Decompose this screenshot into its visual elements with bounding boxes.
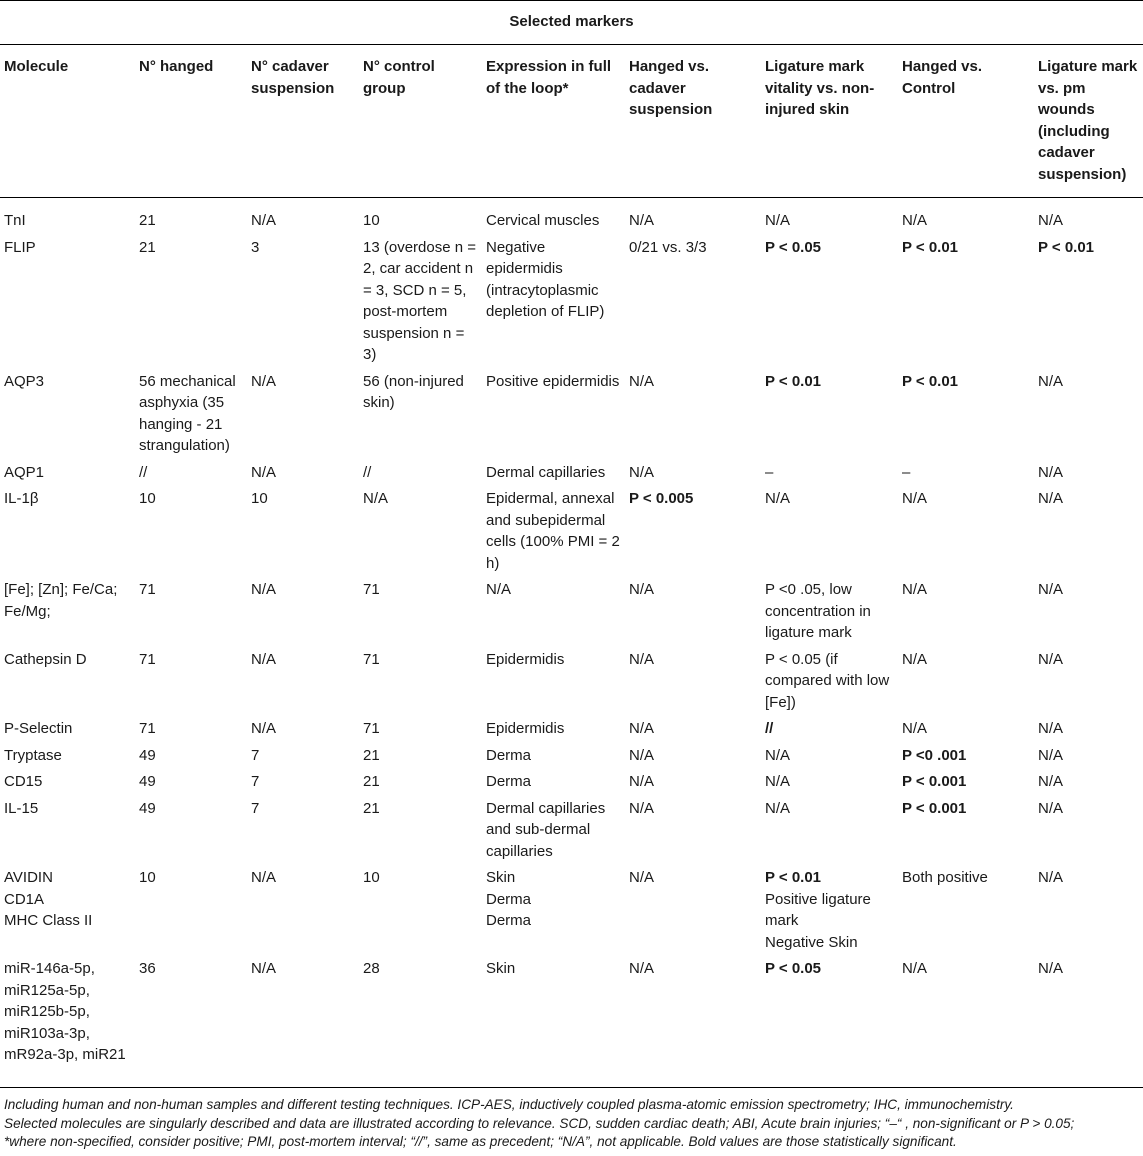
cell-hanged-vs-cadaver: N/A	[629, 746, 655, 764]
cell-ligature-vs-pm: N/A	[1038, 463, 1064, 481]
table-row	[0, 649, 1143, 719]
cell-expression: Dermal capillaries	[486, 463, 606, 481]
table-footnotes	[4, 1096, 1139, 1152]
cell-molecule: [Fe]; [Zn]; Fe/Ca; Fe/Mg;	[4, 581, 118, 620]
table-row	[0, 371, 1143, 462]
cell-hanged-vs-control: P < 0.001	[902, 799, 967, 817]
cell-cadaver: N/A	[251, 650, 277, 668]
cell-molecule: CD15	[4, 773, 43, 790]
cell-ligature-vs-skin: N/A	[765, 773, 791, 790]
cell-ligature-vs-pm: N/A	[1038, 773, 1064, 790]
cell-control: 13 (overdose n = 2, car accident n = 3, SCD n = 5, post-mortem suspension n = 3)	[363, 238, 476, 363]
cell-expression: Skin	[486, 960, 516, 977]
cell-ligature-vs-skin: N/A	[765, 799, 791, 817]
cell-expression: Derma	[486, 773, 532, 790]
cell-hanged-vs-control: N/A	[902, 720, 928, 737]
cell-ligature-vs-pm: N/A	[1038, 650, 1064, 668]
molecule-line: AVIDIN	[4, 869, 53, 886]
cell-hanged: 71	[139, 650, 156, 668]
table-bottom-rule	[0, 1087, 1143, 1088]
cell-hanged-vs-cadaver: N/A	[629, 869, 655, 886]
cell-ligature-vs-pm: N/A	[1038, 490, 1064, 507]
cell-hanged: 36	[139, 960, 156, 977]
cell-hanged-vs-control: Both positive	[902, 869, 988, 886]
cell-hanged-vs-cadaver: P < 0.005	[629, 490, 694, 507]
cell-ligature-vs-pm: N/A	[1038, 746, 1064, 764]
ligature-line: Positive ligature mark	[765, 890, 871, 929]
cell-hanged: 21	[139, 238, 156, 256]
header-ligature-vs-skin: Ligature mark vitality vs. non-injured skin	[765, 58, 875, 118]
cell-ligature-vs-skin: P < 0.05	[765, 238, 822, 256]
cell-ligature-vs-pm: P < 0.01	[1038, 238, 1095, 256]
cell-hanged-vs-control: P < 0.001	[902, 773, 967, 790]
cell-hanged-vs-cadaver: 0/21 vs. 3/3	[629, 238, 707, 256]
cell-control: 10	[363, 869, 380, 886]
cell-hanged: //	[139, 463, 148, 481]
cell-expression: Positive epidermidis	[486, 372, 620, 390]
header-n-cadaver: N° cadaver suspension	[251, 58, 335, 97]
cell-cadaver: 3	[251, 238, 260, 256]
cell-hanged: 10	[139, 869, 156, 886]
cell-cadaver: 7	[251, 773, 260, 790]
cell-cadaver: N/A	[251, 581, 277, 598]
cell-hanged: 10	[139, 490, 156, 507]
cell-molecule: IL-15	[4, 799, 39, 817]
footnote-line: Selected molecules are singularly described and data are illustrated according to relevance. SCD, sudden cardiac death; ABI, Acute brain injuries; “–“ , non-significant or P > 0.05;	[4, 1115, 1075, 1131]
cell-molecule: AQP3	[4, 372, 45, 390]
table-row	[0, 867, 1143, 958]
cell-ligature-vs-skin: P < 0.01	[765, 372, 822, 390]
cell-expression: Epidermidis	[486, 720, 565, 737]
cell-ligature-vs-skin: –	[765, 463, 774, 481]
cell-ligature-vs-skin: P <0 .05, low concentration in ligature mark	[765, 581, 871, 641]
table-row	[0, 237, 1143, 371]
header-ligature-vs-pm: Ligature mark vs. pm wounds (including cadaver suspension)	[1038, 58, 1138, 183]
cell-hanged-vs-control: N/A	[902, 581, 928, 598]
table-row	[0, 579, 1143, 649]
cell-hanged-vs-control: P < 0.01	[902, 238, 959, 256]
molecule-line: CD1A	[4, 890, 45, 908]
cell-molecule: Cathepsin D	[4, 650, 87, 668]
table-caption: Selected markers	[509, 13, 634, 30]
header-hanged-vs-control: Hanged vs. Control	[902, 58, 983, 97]
cell-hanged-vs-cadaver: N/A	[629, 960, 655, 977]
cell-hanged-vs-cadaver: N/A	[629, 720, 655, 737]
cell-ligature-vs-pm: N/A	[1038, 372, 1064, 390]
header-n-hanged: N° hanged	[139, 58, 214, 75]
cell-molecule: FLIP	[4, 238, 36, 256]
cell-cadaver: N/A	[251, 869, 277, 886]
cell-molecule: TnI	[4, 212, 26, 229]
cell-control: 71	[363, 720, 380, 737]
cell-hanged-vs-cadaver: N/A	[629, 463, 655, 481]
cell-control: 71	[363, 581, 380, 598]
expression-line: Derma	[486, 890, 532, 908]
cell-molecule	[0, 867, 135, 958]
cell-cadaver: 7	[251, 746, 260, 764]
cell-ligature-vs-pm: N/A	[1038, 960, 1064, 977]
cell-ligature-vs-pm: N/A	[1038, 799, 1064, 817]
cell-hanged-vs-cadaver: N/A	[629, 650, 655, 668]
cell-control: 56 (non-injured skin)	[363, 372, 464, 411]
ligature-line: Negative Skin	[765, 933, 858, 951]
cell-ligature-vs-pm: N/A	[1038, 212, 1064, 229]
cell-hanged-vs-control: N/A	[902, 490, 928, 507]
cell-molecule: IL-1β	[4, 490, 39, 507]
cell-hanged: 56 mechanical asphyxia (35 hanging - 21 strangulation)	[139, 372, 236, 454]
header-molecule: Molecule	[4, 58, 69, 75]
cell-hanged-vs-cadaver: N/A	[629, 372, 655, 390]
header-n-control: N° control group	[363, 58, 435, 97]
cell-hanged: 21	[139, 212, 156, 229]
cell-control: 21	[363, 799, 380, 817]
header-row	[0, 56, 1143, 198]
cell-ligature-vs-pm: N/A	[1038, 581, 1064, 598]
cell-hanged-vs-control: N/A	[902, 650, 928, 668]
cell-expression: Negative epidermidis (intracytoplasmic depletion of FLIP)	[486, 238, 605, 320]
cell-hanged: 49	[139, 773, 156, 790]
table-row	[0, 958, 1143, 1071]
footnote-line: Including human and non-human samples and different testing techniques. ICP-AES, inductively coupled plasma-atomic emission spectrometry; IHC, immunochemistry.	[4, 1097, 1014, 1112]
cell-expression: Cervical muscles	[486, 212, 600, 229]
cell-molecule: miR-146a-5p, miR125a-5p, miR125b-5p, miR103a-3p, mR92a-3p, miR21	[4, 960, 126, 1063]
cell-expression: Dermal capillaries and sub-dermal capillaries	[486, 799, 606, 860]
cell-ligature-vs-skin: N/A	[765, 746, 791, 764]
table-row	[0, 798, 1143, 868]
cell-ligature-vs-skin: N/A	[765, 212, 791, 229]
cell-control: N/A	[363, 490, 389, 507]
cell-control: //	[363, 463, 372, 481]
table-row	[0, 745, 1143, 772]
cell-control: 10	[363, 212, 380, 229]
cell-hanged-vs-cadaver: N/A	[629, 799, 655, 817]
cell-control: 28	[363, 960, 380, 977]
cell-hanged-vs-control: P <0 .001	[902, 746, 967, 764]
markers-table	[0, 56, 1143, 1071]
cell-cadaver: 7	[251, 799, 260, 817]
cell-hanged-vs-cadaver: N/A	[629, 212, 655, 229]
cell-ligature-vs-skin: N/A	[765, 490, 791, 507]
cell-expression: Epidermidis	[486, 650, 565, 668]
table-row	[0, 771, 1143, 798]
cell-molecule: AQP1	[4, 463, 45, 481]
header-hanged-vs-cadaver: Hanged vs. cadaver suspension	[629, 58, 713, 118]
cell-molecule: P-Selectin	[4, 720, 73, 737]
cell-ligature-vs-skin: P < 0.05	[765, 960, 822, 977]
cell-hanged-vs-cadaver: N/A	[629, 581, 655, 598]
table-row	[0, 198, 1143, 237]
cell-cadaver: N/A	[251, 960, 277, 977]
expression-line: Skin	[486, 869, 516, 886]
cell-hanged: 49	[139, 799, 156, 817]
cell-hanged: 49	[139, 746, 156, 764]
footnote-line: *where non-specified, consider positive; PMI, post-mortem interval; “//”, same as precedent; “N/A”, not applicable. Bold values are those statistically significant.	[4, 1134, 957, 1149]
cell-cadaver: 10	[251, 490, 268, 507]
cell-ligature-vs-pm: N/A	[1038, 869, 1064, 886]
cell-control: 71	[363, 650, 380, 668]
caption-rule	[0, 44, 1143, 45]
table-row	[0, 718, 1143, 745]
cell-ligature-vs-skin	[761, 867, 898, 958]
cell-ligature-vs-pm: N/A	[1038, 720, 1064, 737]
expression-line: Derma	[486, 912, 532, 929]
cell-hanged-vs-control: N/A	[902, 212, 928, 229]
cell-hanged: 71	[139, 581, 156, 598]
table-row	[0, 488, 1143, 579]
cell-ligature-vs-skin: //	[765, 720, 774, 737]
cell-expression: N/A	[486, 581, 512, 598]
cell-control: 21	[363, 773, 380, 790]
cell-cadaver: N/A	[251, 372, 277, 390]
cell-ligature-vs-skin: P < 0.05 (if compared with low [Fe])	[765, 650, 890, 711]
top-rule	[0, 0, 1143, 1]
cell-cadaver: N/A	[251, 212, 277, 229]
cell-molecule: Tryptase	[4, 746, 62, 764]
cell-expression: Epidermal, annexal and subepidermal cells (100% PMI = 2 h)	[486, 490, 620, 572]
cell-expression: Derma	[486, 746, 532, 764]
cell-cadaver: N/A	[251, 463, 277, 481]
cell-hanged: 71	[139, 720, 156, 737]
cell-hanged-vs-control: N/A	[902, 960, 928, 977]
table-row	[0, 462, 1143, 489]
cell-hanged-vs-cadaver: N/A	[629, 773, 655, 790]
cell-expression	[482, 867, 625, 958]
cell-hanged-vs-control: –	[902, 463, 911, 481]
cell-control: 21	[363, 746, 380, 764]
molecule-line: MHC Class II	[4, 912, 93, 929]
header-expression: Expression in full of the loop*	[486, 58, 612, 97]
cell-hanged-vs-control: P < 0.01	[902, 372, 959, 390]
ligature-p-value: P < 0.01	[765, 869, 822, 886]
cell-cadaver: N/A	[251, 720, 277, 737]
